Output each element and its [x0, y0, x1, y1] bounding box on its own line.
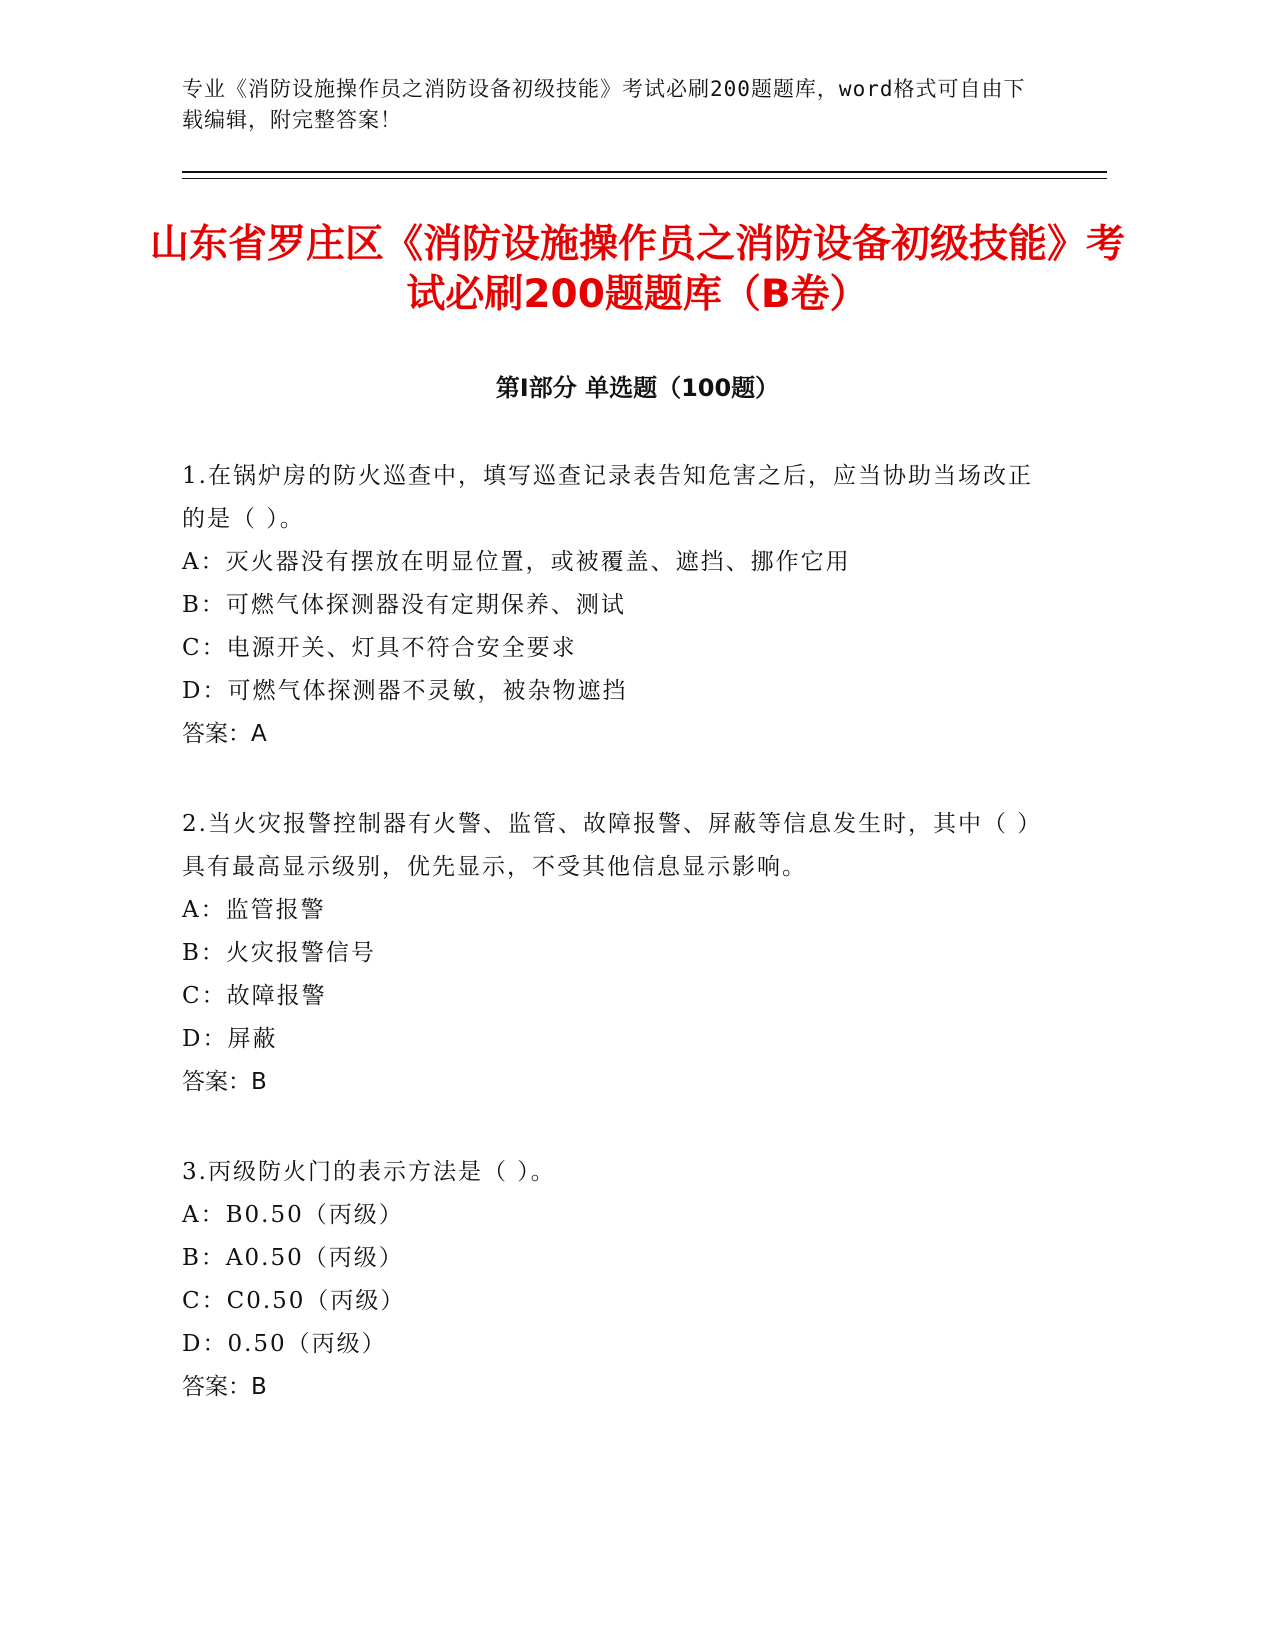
option-a: A：监管报警	[182, 897, 326, 923]
answer-text: 答案：B	[182, 1374, 267, 1400]
option-d: D：屏蔽	[182, 1026, 278, 1052]
option-c: C：电源开关、灯具不符合安全要求	[182, 635, 577, 661]
question-2	[182, 803, 1042, 1104]
option-d: D：0.50（丙级）	[182, 1331, 387, 1357]
answer-text: 答案：B	[182, 1069, 267, 1095]
header-rule-thin	[182, 178, 1107, 179]
document-title: 山东省罗庄区《消防设施操作员之消防设备初级技能》考试必刷200题题库（B卷）	[150, 222, 1126, 317]
header-note: 专业《消防设施操作员之消防设备初级技能》考试必刷200题题库，word格式可自由下载编辑，附完整答案！	[182, 77, 1026, 132]
option-a: A：B0.50（丙级）	[182, 1202, 404, 1228]
option-b: B：火灾报警信号	[182, 940, 376, 966]
answer-text: 答案：A	[182, 721, 267, 747]
question-stem: 2.当火灾报警控制器有火警、监管、故障报警、屏蔽等信息发生时，其中（ ）具有最高显示级别，优先显示，不受其他信息显示影响。	[182, 811, 1031, 880]
option-d: D：可燃气体探测器不灵敏，被杂物遮挡	[182, 678, 628, 704]
question-1	[182, 455, 1042, 756]
question-stem: 1.在锅炉房的防火巡查中，填写巡查记录表告知危害之后，应当协助当场改正的是（ ）。	[182, 463, 1033, 532]
option-b: B：A0.50（丙级）	[182, 1245, 404, 1271]
section-title: 第I部分 单选题（100题）	[495, 374, 780, 402]
option-c: C：故障报警	[182, 983, 327, 1009]
option-b: B：可燃气体探测器没有定期保养、测试	[182, 592, 626, 618]
option-a: A：灭火器没有摆放在明显位置，或被覆盖、遮挡、挪作它用	[182, 549, 851, 575]
question-stem: 3.丙级防火门的表示方法是（ ）。	[182, 1159, 556, 1185]
header-rule-thick	[182, 171, 1107, 173]
question-3	[182, 1151, 1042, 1409]
option-c: C：C0.50（丙级）	[182, 1288, 406, 1314]
